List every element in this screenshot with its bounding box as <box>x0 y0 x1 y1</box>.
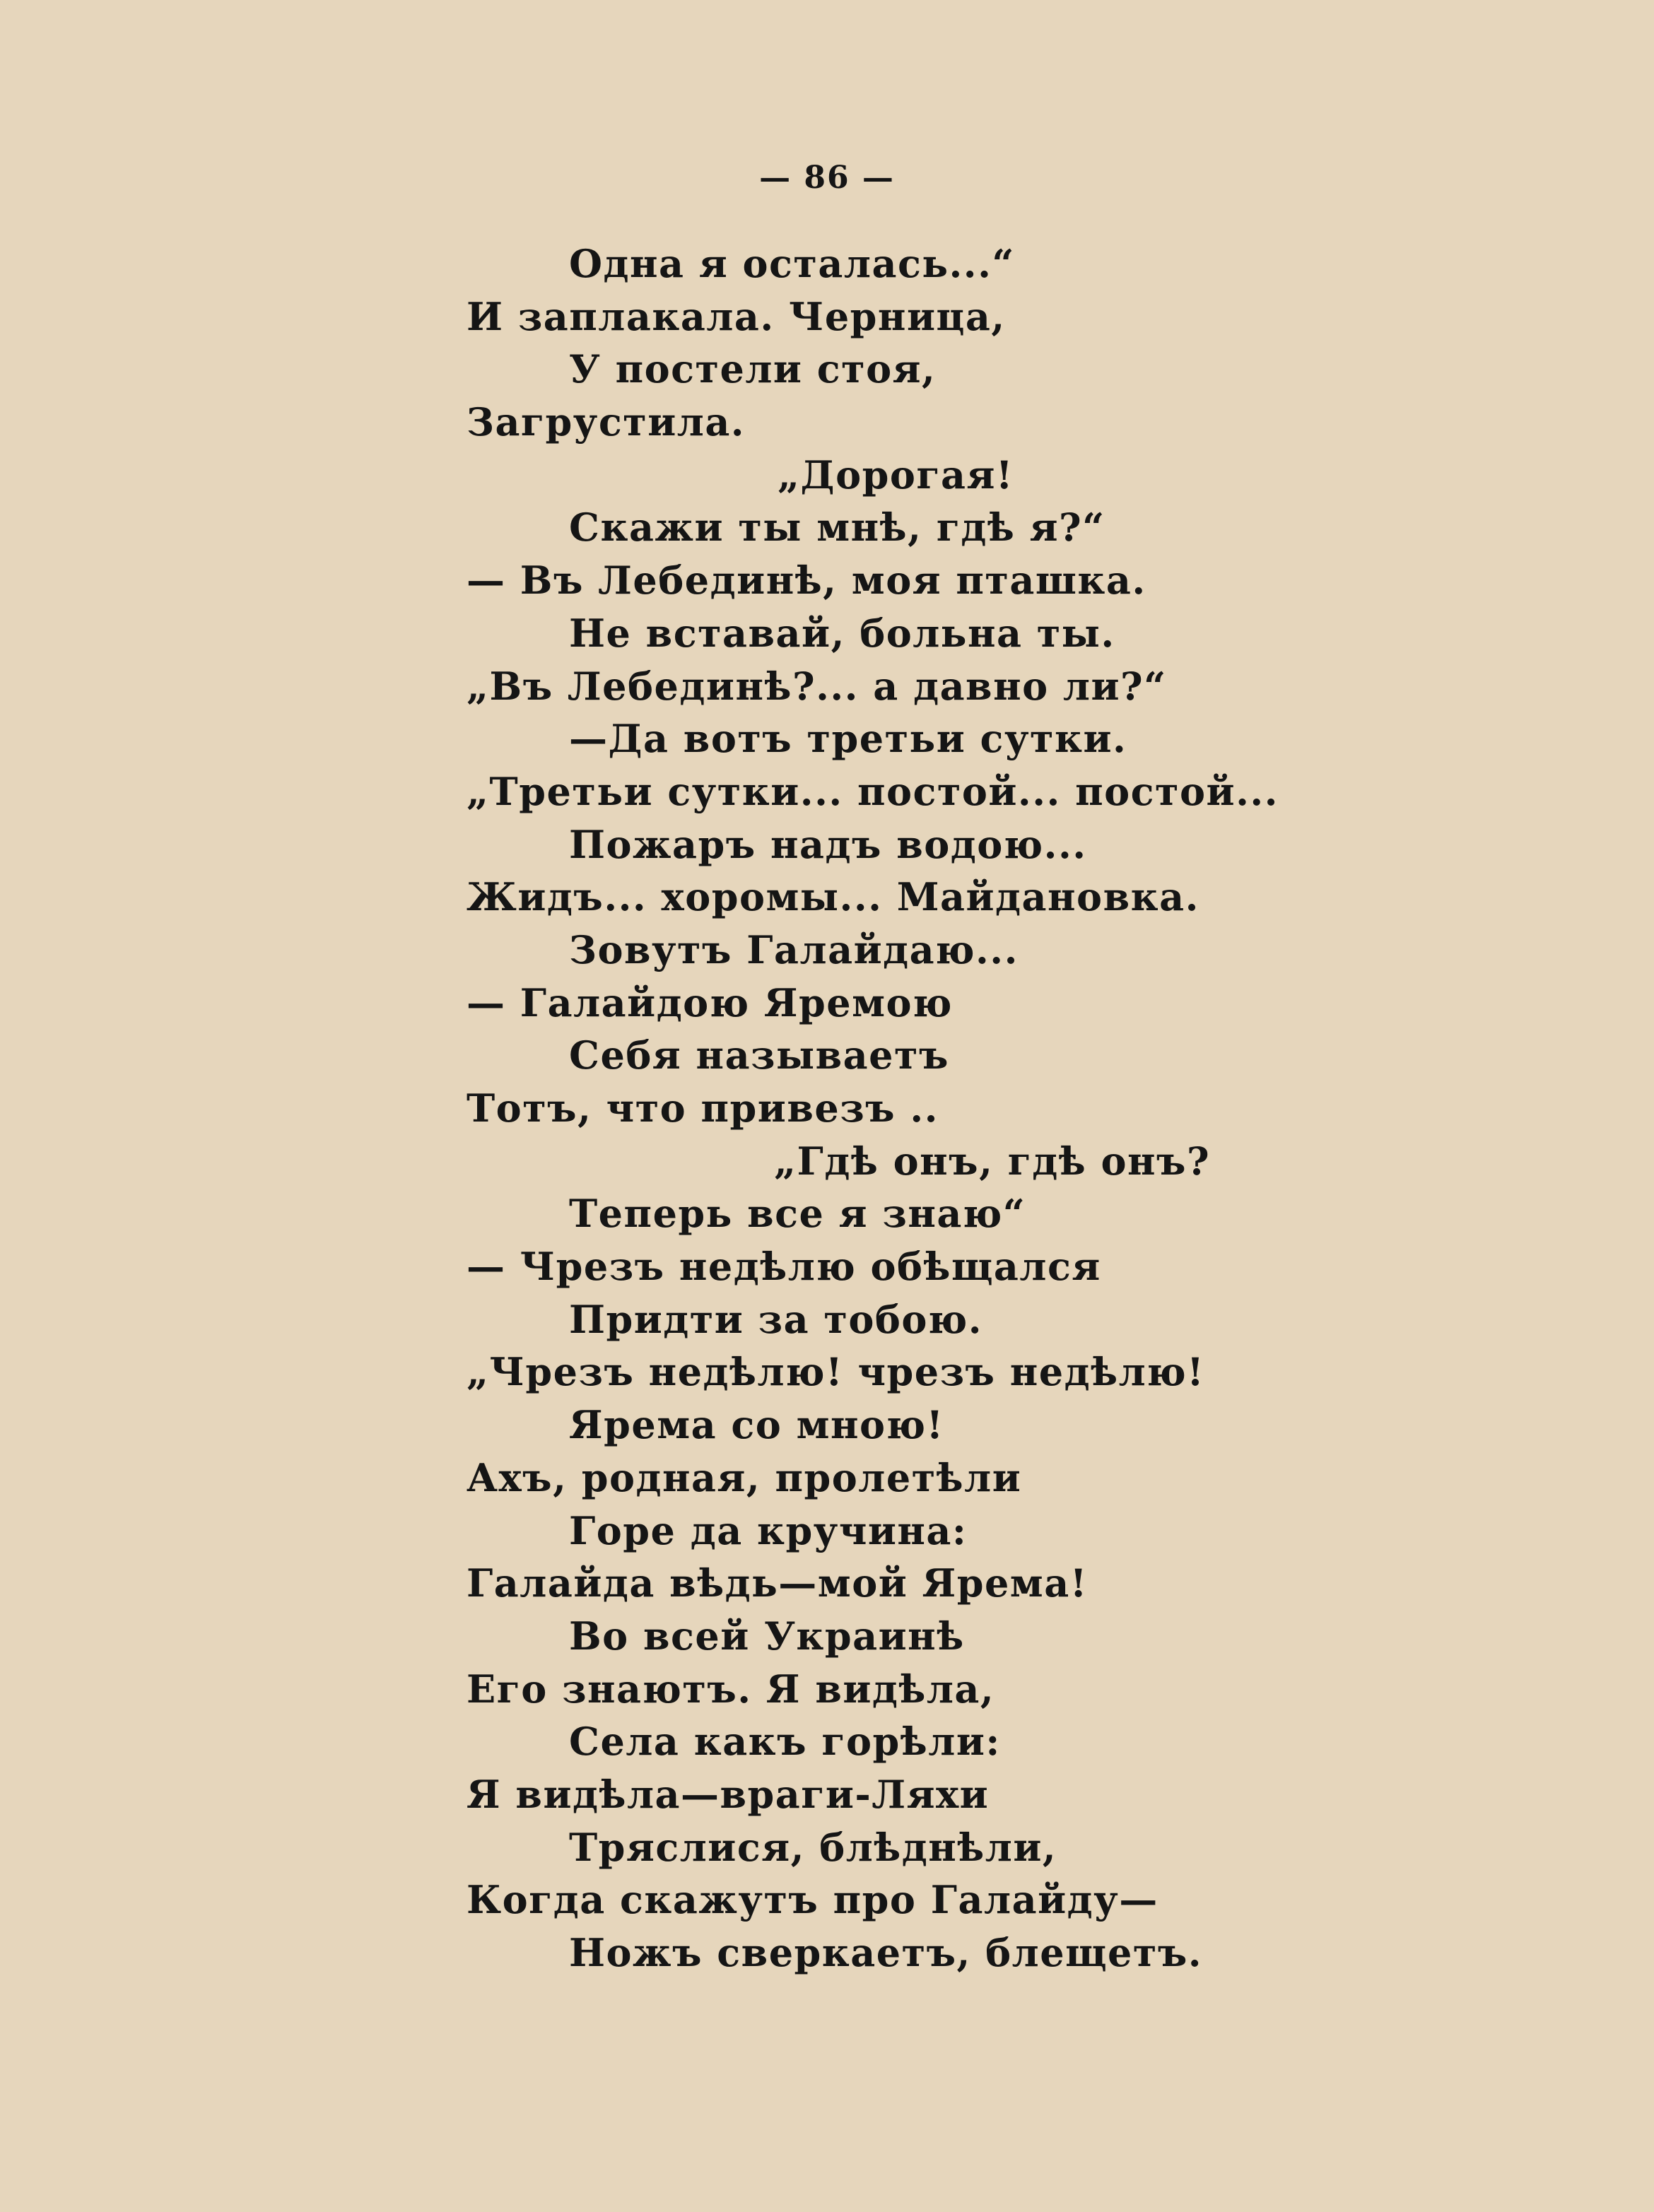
poem-line: Жидъ... хоромы... Майдановка. <box>467 874 1200 920</box>
poem-line: Когда скажутъ про Галайду— <box>467 1877 1159 1923</box>
poem-line: Горе да кручина: <box>569 1507 968 1553</box>
poem-line: Его знаютъ. Я видѣла, <box>467 1666 995 1712</box>
poem-line: Во всей Украинѣ <box>569 1613 965 1659</box>
poem-line: „Въ Лебединѣ?... а давно ли?“ <box>467 663 1167 709</box>
poem-line: Тряслися, блѣднѣли, <box>569 1824 1057 1870</box>
poem-line: Зовутъ Галайдаю... <box>569 926 1019 972</box>
poem-line: Теперь все я знаю“ <box>569 1191 1026 1237</box>
poem-line: „Дорогая! <box>778 452 1014 498</box>
poem-line: Одна я осталась...“ <box>569 241 1015 286</box>
poem-line: Ярема со мною! <box>569 1402 944 1448</box>
poem-line: Загрустила. <box>467 399 746 445</box>
poem-line: Галайда вѣдь—мой Ярема! <box>467 1560 1088 1606</box>
poem-line: Тотъ, что привезъ .. <box>467 1086 939 1131</box>
poem-line: Ножъ сверкаетъ, блещетъ. <box>569 1930 1203 1975</box>
poem-line: Пожаръ надъ водою... <box>569 821 1087 867</box>
poem-line: Я видѣла—враги-Ляхи <box>467 1771 990 1817</box>
poem-line: Села какъ горѣли: <box>569 1719 1001 1765</box>
poem-line: Не вставай, больна ты. <box>569 610 1115 656</box>
poem-line: —Да вотъ третьи сутки. <box>569 716 1127 762</box>
poem-line: Скажи ты мнѣ, гдѣ я?“ <box>569 505 1105 551</box>
poem-line: „Третьи сутки... постой... постой... <box>467 768 1279 814</box>
poem-line: — Чрезъ недѣлю обѣщался <box>467 1244 1101 1290</box>
poem-line: Себя называетъ <box>569 1033 949 1078</box>
poem-line: „Чрезъ недѣлю! чрезъ недѣлю! <box>467 1349 1205 1395</box>
poem-line: И заплакала. Черница, <box>467 293 1006 339</box>
poem-line: „Гдѣ онъ, гдѣ онъ? <box>774 1138 1211 1184</box>
poem-line: Ахъ, родная, пролетѣли <box>467 1454 1022 1500</box>
poem-text <box>467 237 1626 1979</box>
poem-line: — Въ Лебединѣ, моя пташка. <box>467 558 1146 604</box>
poem-line: Придти за тобою. <box>569 1296 983 1342</box>
poem-line: — Галайдою Яремою <box>467 979 953 1025</box>
poem-line: У постели стоя, <box>569 346 937 392</box>
page-number: — 86 — <box>759 160 895 196</box>
